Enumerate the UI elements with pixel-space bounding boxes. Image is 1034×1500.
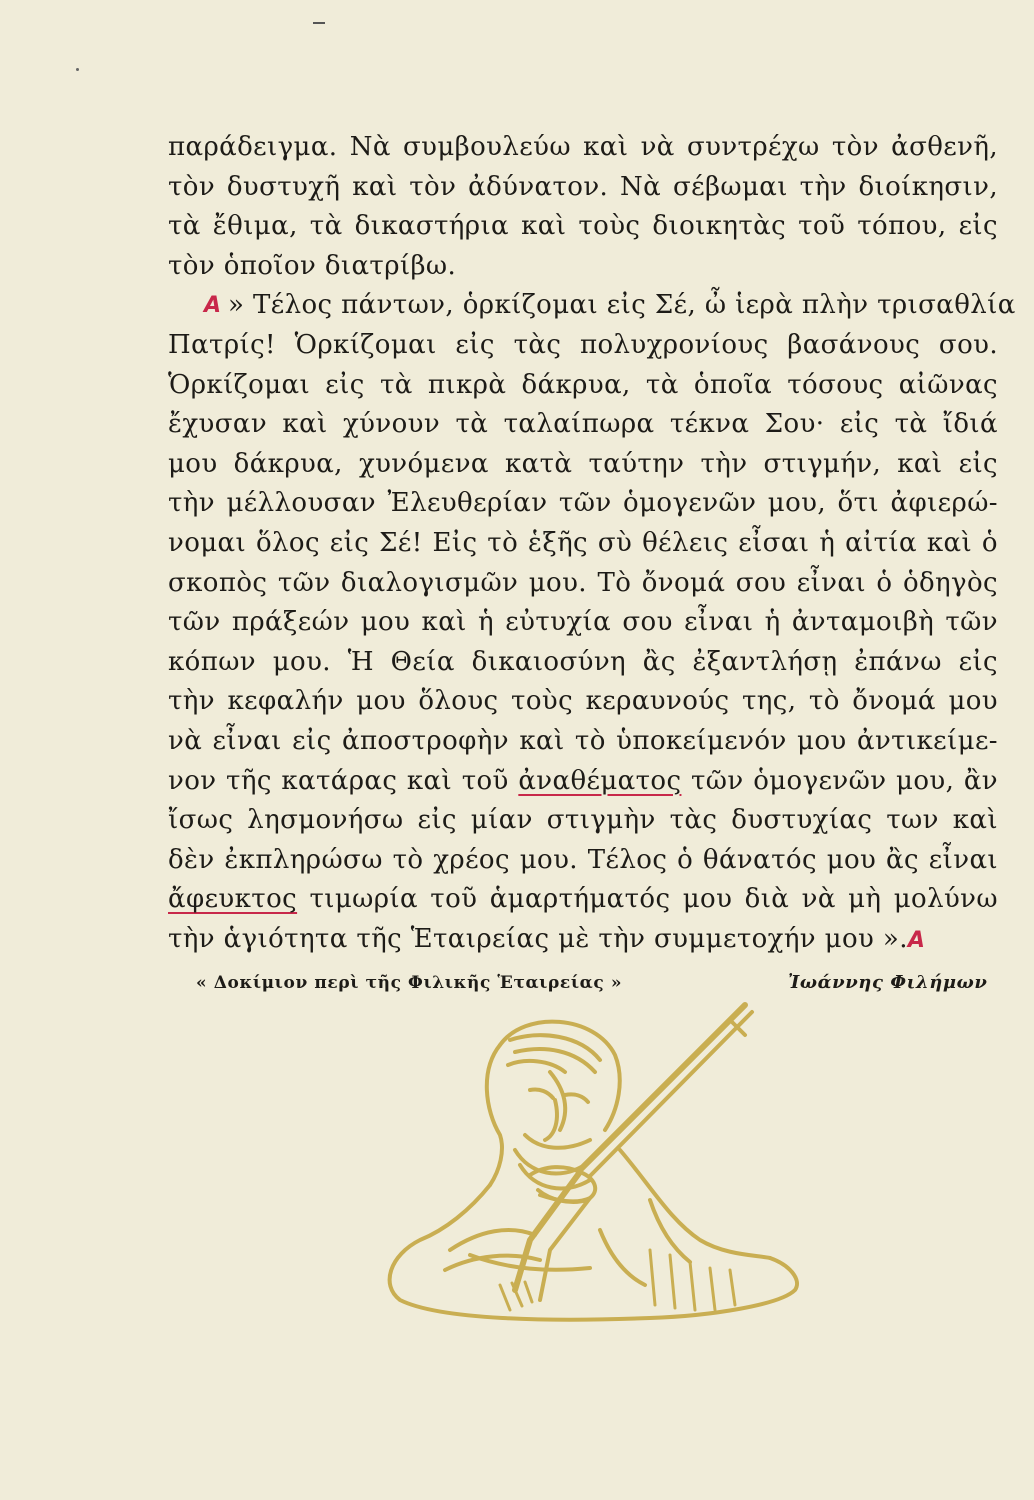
- text-line: μου δάκρυα, χυνόμενα κατὰ ταύτην τὴν στιγμήν, καὶ εἰς: [168, 448, 998, 479]
- text-line: τὸν δυστυχῆ καὶ τὸν ἀδύνατον. Νὰ σέβωμαι τὴν διοίκησιν,: [168, 171, 998, 202]
- source-caption: « Δοκίμιον περὶ τῆς Φιλικῆς Ἑταιρείας »: [196, 973, 623, 993]
- text-line-underlined: νον τῆς κατάρας καὶ τοῦ ἀναθέματος τῶν ὁμογενῶν μου, ἂν: [168, 765, 998, 796]
- text-line: παράδειγμα. Νὰ συμβουλεύω καὶ νὰ συντρέχω τὸν ἀσθενῆ,: [168, 132, 998, 162]
- text-line: δὲν ἐκπληρώσω τὸ χρέος μου. Τέλος ὁ θάνατός μου ἂς εἶναι: [168, 844, 998, 875]
- text-line-content: » Τέλος πάντων, ὁρκίζομαι εἰς Σέ, ὦ ἱερὰ πλὴν τρισαθλία: [228, 290, 1016, 321]
- stray-dot-mark: [76, 68, 79, 71]
- paragraph-start-line: [168, 286, 1016, 326]
- pen-underlined-word: ἄφευκτος: [168, 884, 298, 915]
- text-line: ἔχυσαν καὶ χύνουν τὰ ταλαίπωρα τέκνα Σου· εἰς τὰ ἴδιά: [168, 409, 998, 440]
- text-line: Ὁρκίζομαι εἰς τὰ πικρὰ δάκρυα, τὰ ὁποῖα τόσους αἰῶνας: [168, 369, 998, 400]
- seated-greek-fighter-with-rifle-icon: [350, 1000, 810, 1330]
- pen-underlined-word: ἀναθέματος: [518, 765, 682, 796]
- text-line-underlined: ἄφευκτος τιμωρία τοῦ ἁμαρτήματός μου διὰ νὰ μὴ μολύνω: [168, 884, 998, 915]
- text-line: τὴν μέλλουσαν Ἐλευθερίαν τῶν ὁμογενῶν μου, ὅτι ἀφιερώ-: [168, 488, 998, 519]
- oath-passage: [168, 128, 1016, 960]
- author-caption: Ἰωάννης Φιλήμων: [788, 972, 988, 993]
- text-line: ἴσως λησμονήσω εἰς μίαν στιγμὴν τὰς δυστυχίας των καὶ: [168, 805, 998, 836]
- text-line: τῶν πράξεών μου καὶ ἡ εὐτυχία σου εἶναι ἡ ἀνταμοιβὴ τῶν: [168, 607, 998, 638]
- text-line-content: τὴν ἁγιότητα τῆς Ἑταιρείας μὲ τὴν συμμετοχήν μου ».: [168, 923, 908, 954]
- text-line: νομαι ὅλος εἰς Σέ! Εἰς τὸ ἑξῆς σὺ θέλεις εἶσαι ἡ αἰτία καὶ ὁ: [168, 527, 998, 558]
- pen-annotation-mark: A: [204, 293, 222, 319]
- text-line: τὴν κεφαλήν μου ὅλους τοὺς κεραυνούς της, τὸ ὄνομά μου: [168, 686, 998, 717]
- stray-dash-mark: [313, 22, 325, 24]
- text-line: τὰ ἔθιμα, τὰ δικαστήρια καὶ τοὺς διοικητὰς τοῦ τόπου, εἰς: [168, 211, 998, 242]
- text-line: Πατρίς! Ὁρκίζομαι εἰς τὰς πολυχρονίους βασάνους σου.: [168, 329, 998, 360]
- text-line-last: [168, 920, 998, 961]
- text-line: τὸν ὁποῖον διατρίβω.: [168, 250, 457, 281]
- text-line: κόπων μου. Ἡ Θεία δικαιοσύνη ἂς ἐξαντλήσῃ ἐπάνω εἰς: [168, 646, 998, 677]
- text-line: σκοπὸς τῶν διαλογισμῶν μου. Τὸ ὄνομά σου εἶναι ὁ ὁδηγὸς: [168, 567, 998, 598]
- pen-end-mark: A: [907, 927, 926, 953]
- text-line: νὰ εἶναι εἰς ἀποστροφὴν καὶ τὸ ὑποκείμενόν μου ἀντικείμε-: [168, 725, 998, 756]
